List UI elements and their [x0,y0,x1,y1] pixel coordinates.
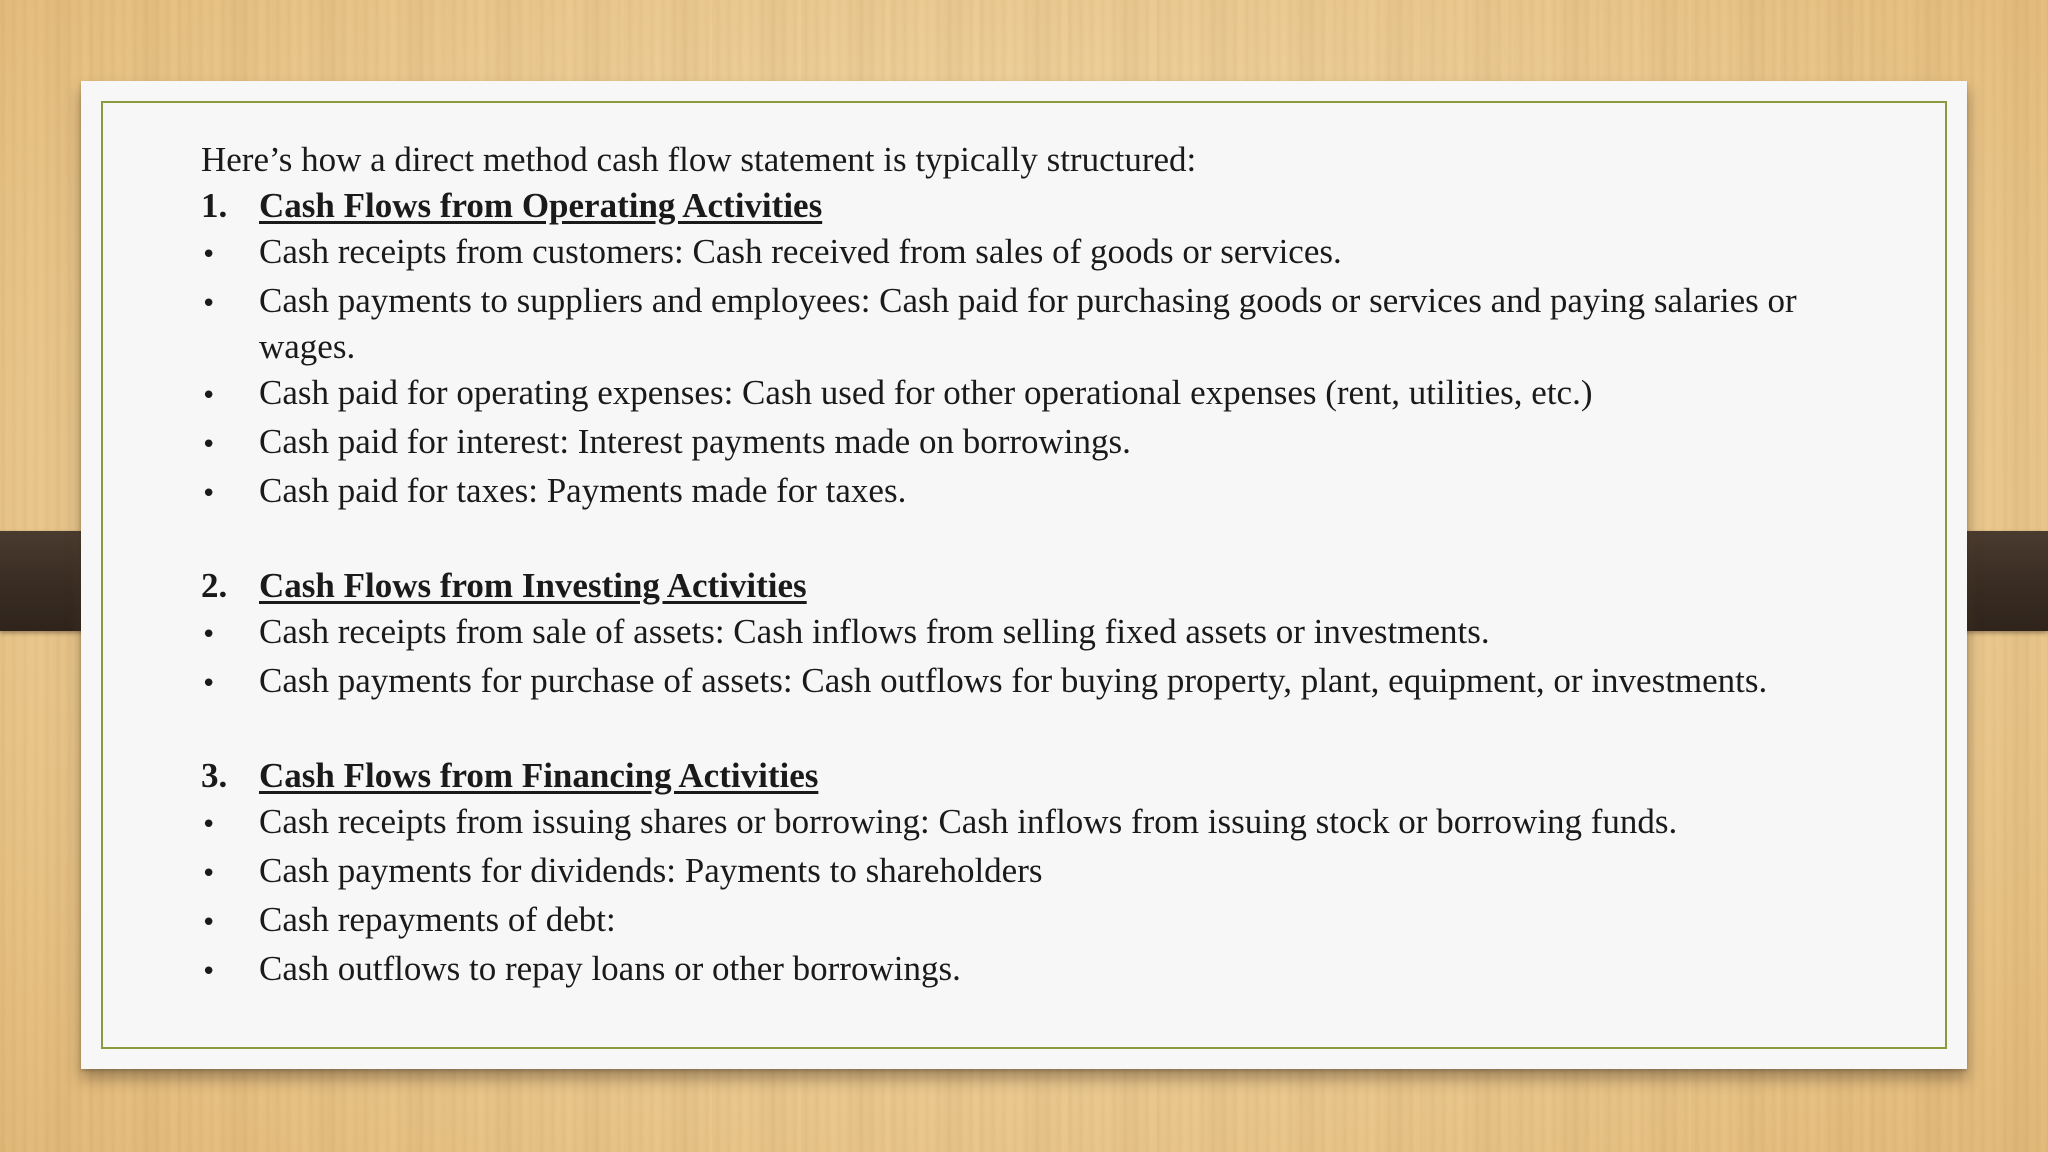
list-item [201,897,1901,946]
bullet-icon: • [201,430,217,460]
section-heading-operating [201,183,1901,229]
list-item [201,419,1901,468]
bullet-text: Cash outflows to repay loans or other borrowings. [259,949,961,988]
list-item [201,946,1901,995]
section-number: 1. [201,186,228,225]
bullet-text: Cash receipts from customers: Cash received from sales of goods or services. [259,232,1342,271]
list-item [201,468,1901,517]
slide-content [201,137,1901,995]
list-item [201,609,1901,658]
bullet-icon: • [201,669,217,699]
bullet-icon: • [201,957,217,987]
bullet-text: Cash receipts from sale of assets: Cash inflows from selling fixed assets or investments. [259,612,1490,651]
section-title: Cash Flows from Investing Activities [259,566,807,605]
bullet-text: Cash receipts from issuing shares or borrowing: Cash inflows from issuing stock or borrowing funds. [259,802,1678,841]
section-title: Cash Flows from Financing Activities [259,756,819,795]
bullet-icon: • [201,908,217,938]
bullet-text: Cash paid for operating expenses: Cash used for other operational expenses (rent, utilities, etc.) [259,373,1593,412]
list-item [201,278,1901,370]
section-number: 2. [201,566,228,605]
section-title: Cash Flows from Operating Activities [259,186,823,225]
section-heading-investing [201,563,1901,609]
section-heading-financing [201,753,1901,799]
bullet-icon: • [201,289,217,319]
bullet-icon: • [201,381,217,411]
bullet-icon: • [201,620,217,650]
bullet-text: Cash payments for purchase of assets: Cash outflows for buying property, plant, equipment, or investments. [259,661,1768,700]
bullet-icon: • [201,859,217,889]
list-item [201,229,1901,278]
slide-card [81,81,1967,1069]
section-spacer [201,517,1901,563]
list-item [201,799,1901,848]
section-spacer [201,707,1901,753]
bullet-text: Cash paid for taxes: Payments made for taxes. [259,471,907,510]
intro-text: Here’s how a direct method cash flow statement is typically structured: [201,140,1197,179]
list-item [201,658,1901,707]
bullet-icon: • [201,240,217,270]
bullet-text: Cash paid for interest: Interest payments made on borrowings. [259,422,1131,461]
list-item [201,848,1901,897]
bullet-text: Cash payments to suppliers and employees: Cash paid for purchasing goods or services and paying salaries or wages. [259,281,1797,366]
bullet-text: Cash repayments of debt: [259,900,616,939]
bullet-icon: • [201,810,217,840]
bullet-text: Cash payments for dividends: Payments to shareholders [259,851,1043,890]
bullet-icon: • [201,479,217,509]
section-number: 3. [201,756,228,795]
list-item [201,370,1901,419]
